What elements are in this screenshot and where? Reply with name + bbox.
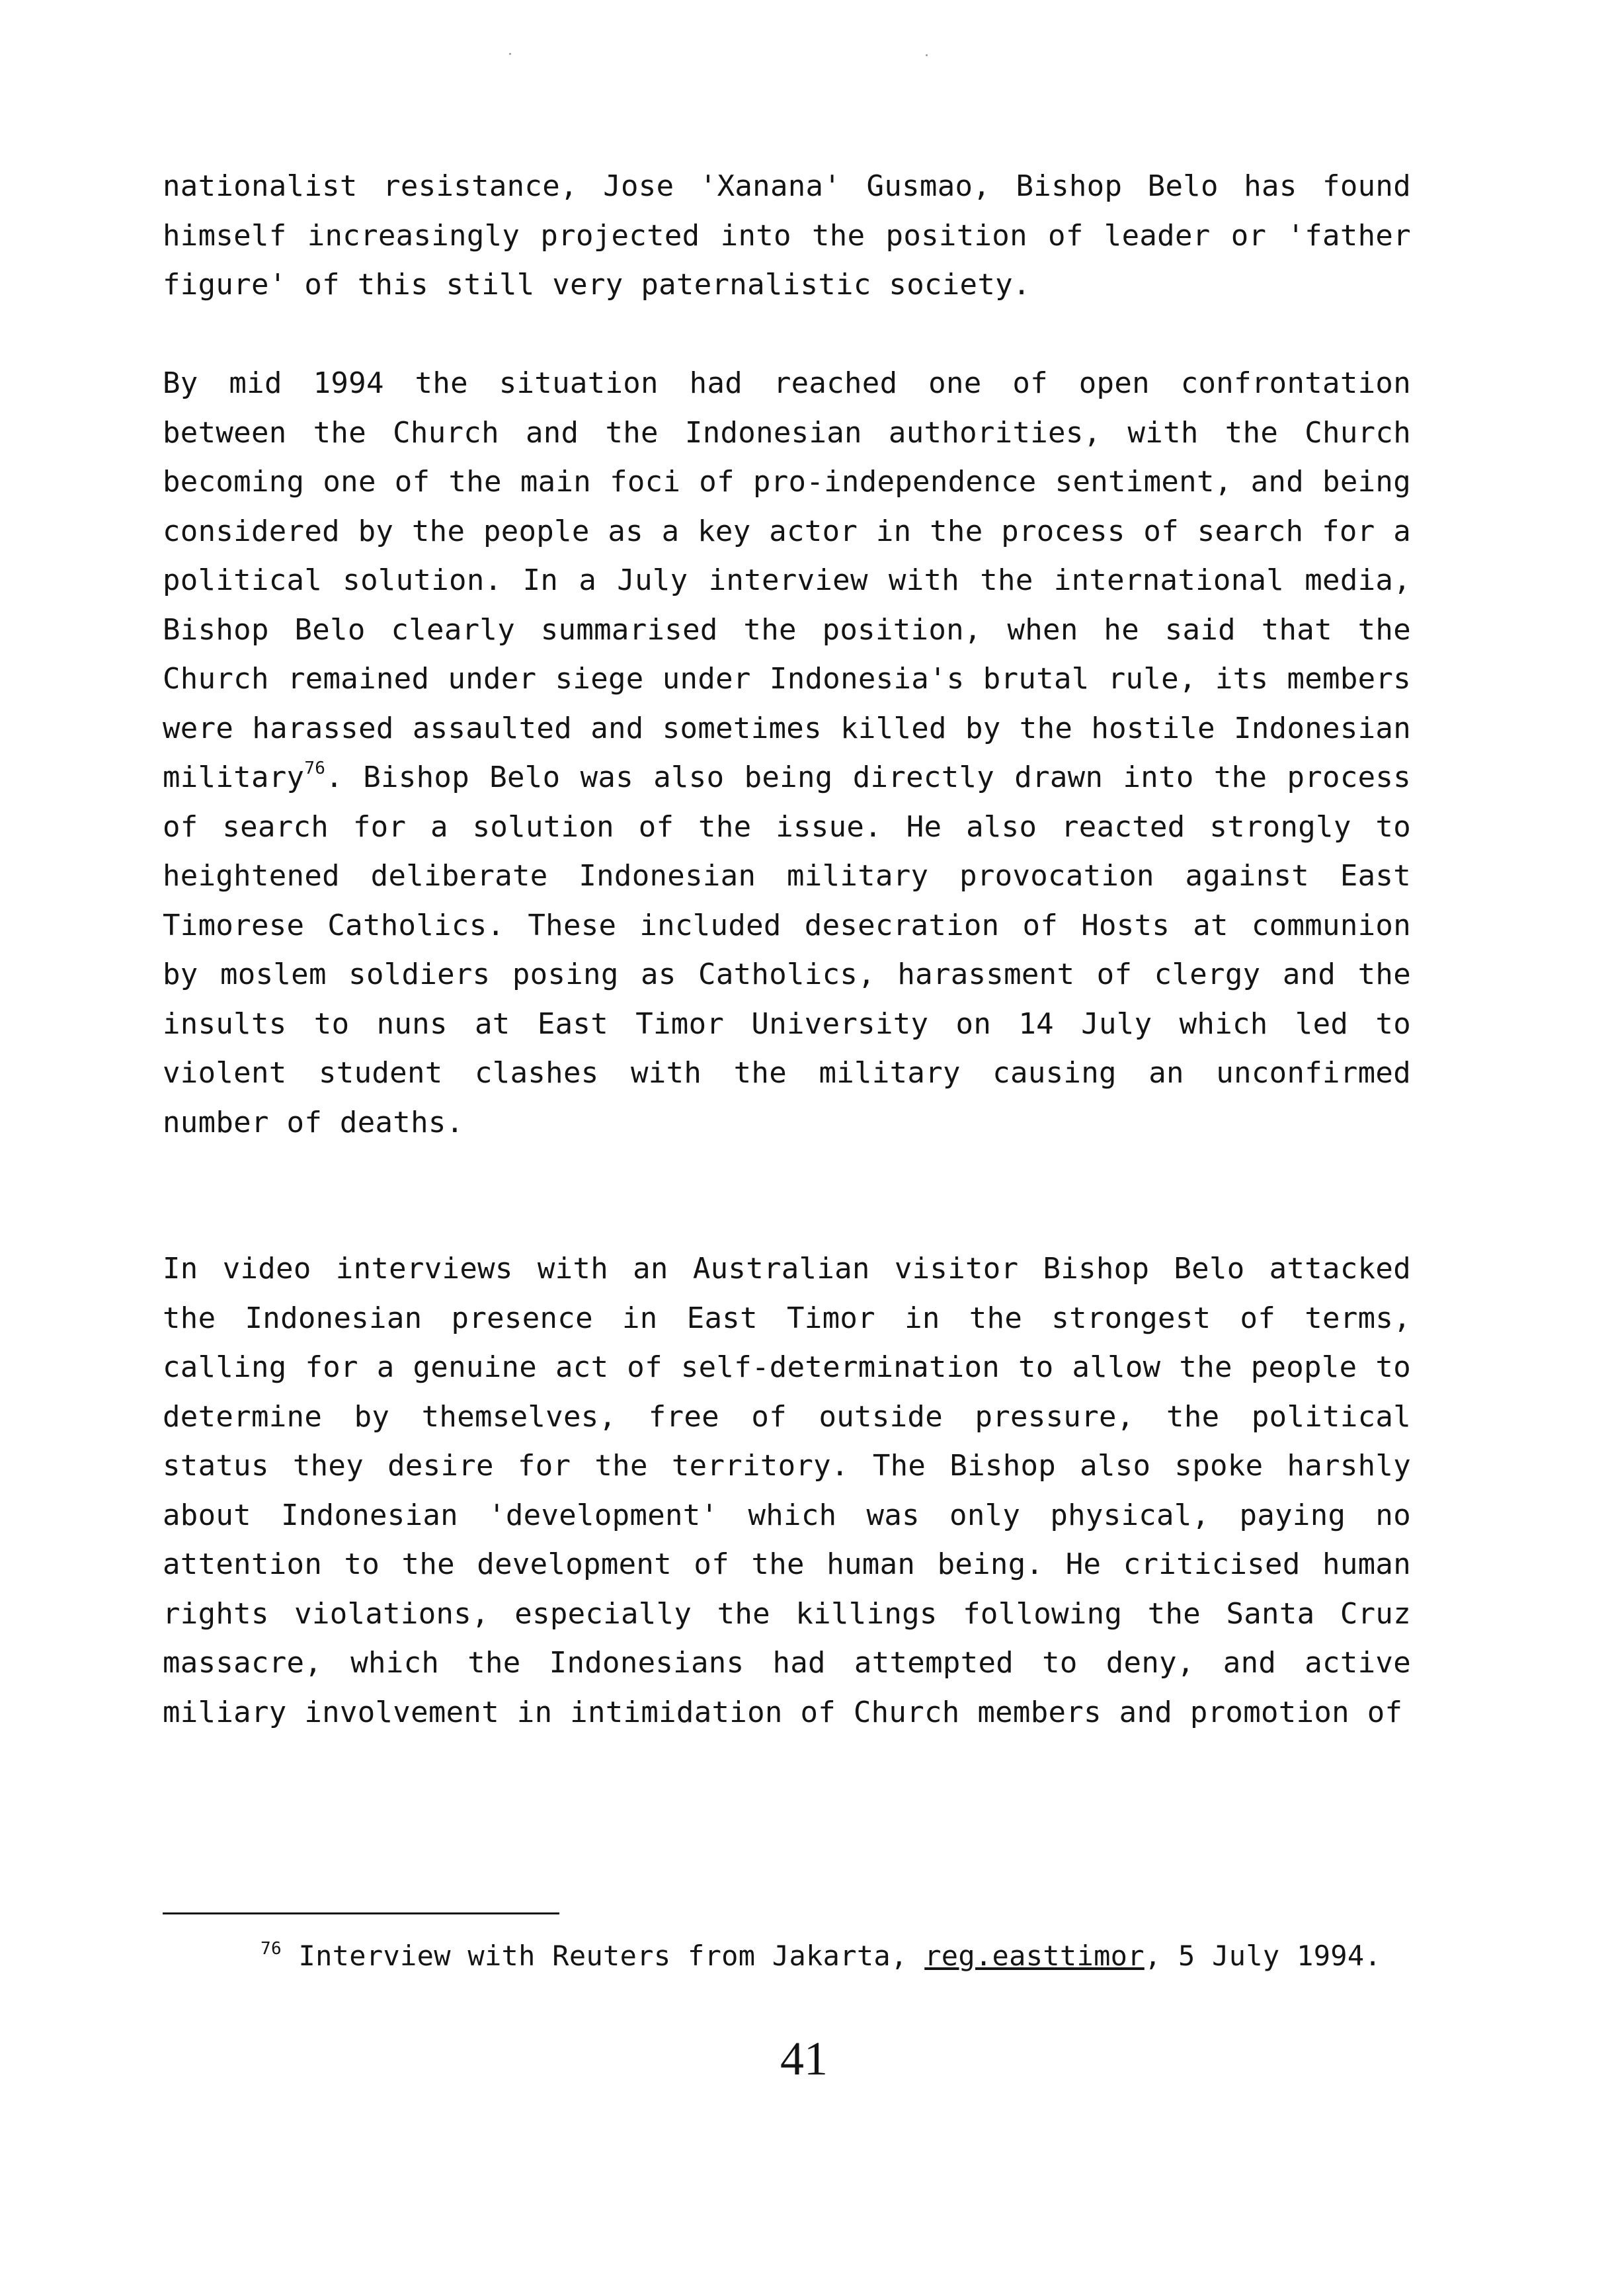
footnote-source-link[interactable]: reg.easttimor <box>924 1940 1145 1972</box>
paragraph-2 <box>163 359 1411 1147</box>
paragraph-text <box>163 359 1411 1147</box>
paragraph-1 <box>163 162 1411 310</box>
paragraph-text: In video interviews with an Australian visitor Bishop Belo attacked the Indonesian presence in East Timor in the strongest of terms, calling for a genuine act of self-determination to allow the people to determine by themselves, free of outside pressure, the political status they desire for the territory. The Bishop also spoke harshly about Indonesian 'development' which was only physical, paying no attention to the development of the human being. He criticised human rights violations, especially the killings following the Santa Cruz massacre, which the Indonesians had attempted to deny, and active miliary involvement in intimidation of Church members and promotion of <box>163 1252 1411 1729</box>
scan-speck <box>926 54 928 56</box>
paragraph-text: nationalist resistance, Jose 'Xanana' Gusmao, Bishop Belo has found himself increasingly projected into the position of leader or 'father figure' of this still very paternalistic society. <box>163 169 1411 302</box>
paragraph-text-before-note: By mid 1994 the situation had reached one of open confrontation between the Church and the Indonesian authorities, with the Church becoming one of the main foci of pro-independence sentiment, and being considered by the people as a key actor in the process of search for a political solution. In a July interview with the international media, Bishop Belo clearly summarised the position, when he said that the Church remained under siege under Indonesia's brutal rule, its members were harassed assaulted and sometimes killed by the hostile Indonesian military <box>163 366 1411 794</box>
footnote-text-after-link: , 5 July 1994. <box>1144 1940 1382 1972</box>
footnote-reference: 76 <box>304 758 326 779</box>
footnote-text-before-link: Interview with Reuters from Jakarta, <box>281 1940 925 1972</box>
footnote-number: 76 <box>261 1939 282 1959</box>
footnote <box>163 1938 1411 1975</box>
paragraph-3 <box>163 1245 1411 1737</box>
page-number: 41 <box>780 2032 828 2085</box>
paragraph-text-after-note: . Bishop Belo was also being directly drawn into the process of search for a solution of the issue. He also reacted strongly to heightened deliberate Indonesian military provocation against East Timorese Catholics. These included desecration of Hosts at communion by moslem soldiers posing as Catholics, harassment of clergy and the insults to nuns at East Timor University on 14 July which led to violent student clashes with the military causing an unconfirmed number of deaths. <box>163 760 1411 1139</box>
footnote-divider <box>163 1912 559 1914</box>
scan-speck <box>509 53 511 55</box>
